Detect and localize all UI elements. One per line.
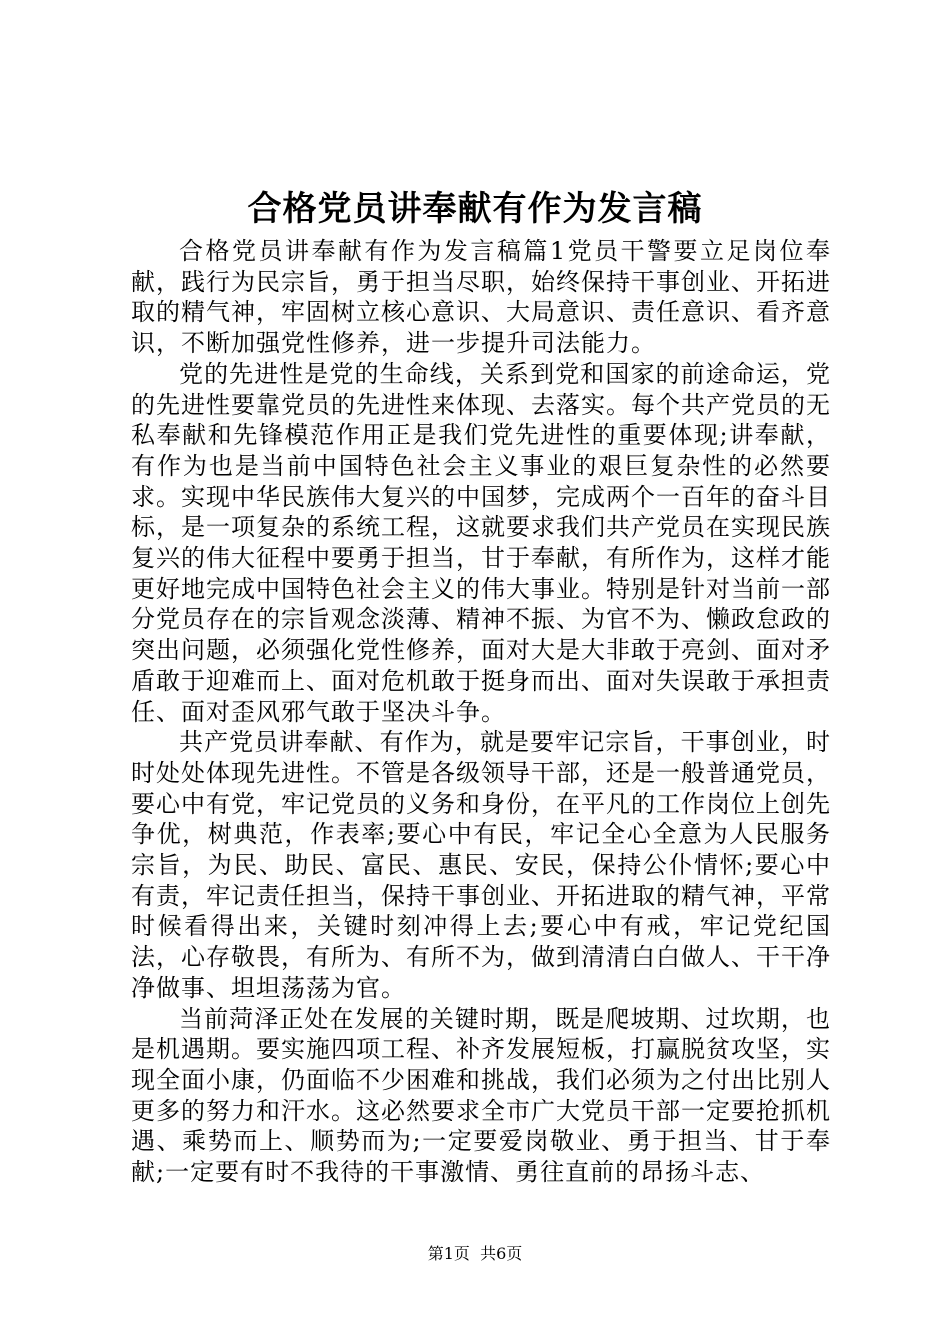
- page-total: 共6页: [480, 1244, 523, 1263]
- page-footer: [0, 1243, 950, 1265]
- paragraph-2: 党的先进性是党的生命线，关系到党和国家的前途命运，党的先进性要靠党员的先进性来体现、去落实。每个共产党员的无私奉献和先锋模范作用正是我们党先进性的重要体现;讲奉献，有作为也是当前中国特色社会主义事业的艰巨复杂性的必然要求。实现中华民族伟大复兴的中国梦，完成两个一百年的奋斗目标，是一项复杂的系统工程，这就要求我们共产党员在实现民族复兴的伟大征程中要勇于担当，甘于奉献，有所作为，这样才能更好地完成中国特色社会主义的伟大事业。特别是针对当前一部分党员存在的宗旨观念淡薄、精神不振、为官不为、懒政怠政的突出问题，必须强化党性修养，面对大是大非敢于亮剑、面对矛盾敢于迎难而上、面对危机敢于挺身而出、面对失误敢于承担责任、面对歪风邪气敢于坚决斗争。: [131, 359, 831, 726]
- paragraph-3: 共产党员讲奉献、有作为，就是要牢记宗旨，干事创业，时时处处体现先进性。不管是各级领导干部，还是一般普通党员，要心中有党，牢记党员的义务和身份，在平凡的工作岗位上创先争优，树典范，作表率;要心中有民，牢记全心全意为人民服务宗旨，为民、助民、富民、惠民、安民，保持公仆情怀;要心中有责，牢记责任担当，保持干事创业、开拓进取的精气神，平常时候看得出来，关键时刻冲得上去;要心中有戒，牢记党纪国法，心存敬畏，有所为、有所不为，做到清清白白做人、干干净净做事、坦坦荡荡为官。: [131, 728, 831, 1002]
- document-body: [131, 236, 831, 1188]
- paragraph-1: 合格党员讲奉献有作为发言稿篇1党员干警要立足岗位奉献，践行为民宗旨，勇于担当尽职，始终保持干事创业、开拓进取的精气神，牢固树立核心意识、大局意识、责任意识、看齐意识，不断加强党性修养，进一步提升司法能力。: [131, 237, 831, 358]
- document-title: 合格党员讲奉献有作为发言稿: [247, 189, 703, 229]
- paragraph-4: 当前菏泽正处在发展的关键时期，既是爬坡期、过坎期，也是机遇期。要实施四项工程、补齐发展短板，打赢脱贫攻坚，实现全面小康，仍面临不少困难和挑战，我们必须为之付出比别人更多的努力和汗水。这必然要求全市广大党员干部一定要抢抓机遇、乘势而上、顺势而为;一定要爱岗敬业、勇于担当、甘于奉献;一定要有时不我待的干事激情、勇往直前的昂扬斗志、: [131, 1004, 831, 1187]
- footer-spacer: [470, 1244, 480, 1263]
- page-number: 第1页: [427, 1244, 470, 1263]
